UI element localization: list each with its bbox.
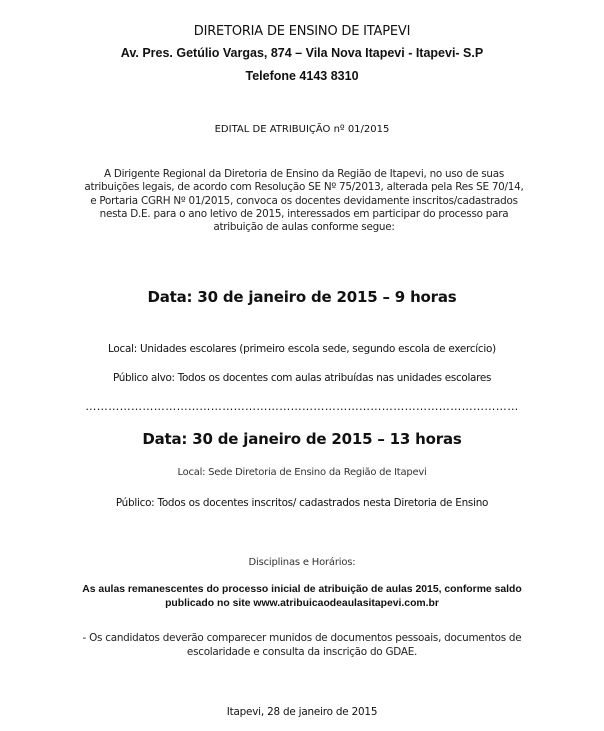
candidates-notice: - Os candidatos deverão comparecer munidos de documentos pessoais, documentos de escolaridade e consulta da inscrição do GDAE. <box>82 632 522 658</box>
place-date: Itapevi, 28 de janeiro de 2015 <box>226 706 378 718</box>
org-address: Av. Pres. Getúlio Vargas, 874 – Vila Nova Itapevi - Itapevi- S.P <box>120 46 484 60</box>
session1-publico: Público alvo: Todos os docentes com aulas atribuídas nas unidades escolares <box>112 372 492 384</box>
org-name: DIRETORIA DE ENSINO DE ITAPEVI <box>193 24 411 39</box>
session1-heading: Data: 30 de janeiro de 2015 – 9 horas <box>147 288 457 306</box>
intro-paragraph: A Dirigente Regional da Diretoria de Ensino da Região de Itapevi, no uso de suas atribuições legais, de acordo com Resolução SE Nº 75/2013, alterada pela Res SE 70/14, e Portaria CGRH Nº 01/2015, convoca os docentes devidamente inscritos/cadastrados nesta D.E. para o ano letivo de 2015, interessados em participar do processo para atribuição de aulas conforme segue: <box>84 168 524 234</box>
session2-publico: Público: Todos os docentes inscritos/ cadastrados nesta Diretoria de Ensino <box>115 497 489 509</box>
disciplinas-label: Disciplinas e Horários: <box>248 557 356 568</box>
remanescentes-notice: As aulas remanescentes do processo inicial de atribuição de aulas 2015, conforme saldo publicado no site www.atribuicaodeaulasitapevi.com.br <box>82 584 522 609</box>
edital-title: EDITAL DE ATRIBUIÇÃO nº 01/2015 <box>214 124 390 135</box>
session1-local: Local: Unidades escolares (primeiro escola sede, segundo escola de exercício) <box>108 343 496 355</box>
dotted-separator: …………………………………………………………………………………………………… <box>85 400 519 413</box>
session2-local: Local: Sede Diretoria de Ensino da Região de Itapevi <box>177 467 427 478</box>
org-phone: Telefone 4143 8310 <box>245 69 359 83</box>
session2-heading: Data: 30 de janeiro de 2015 – 13 horas <box>142 430 462 448</box>
